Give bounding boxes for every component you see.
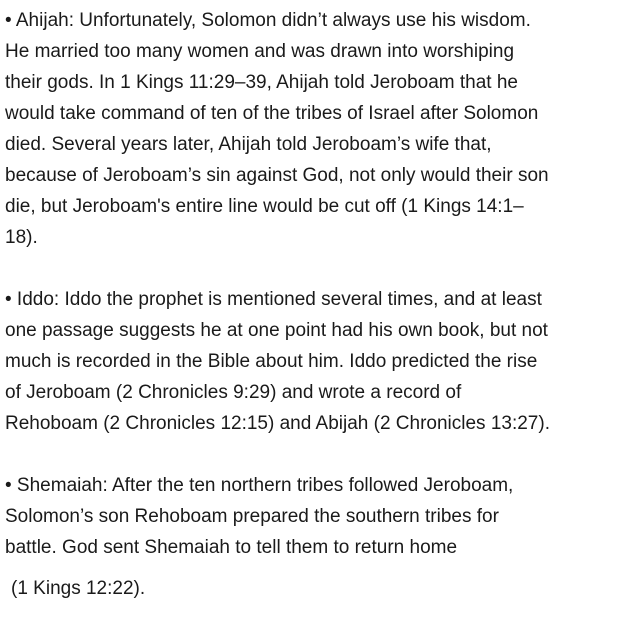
paragraph-spacer bbox=[5, 439, 629, 470]
text-line: died. Several years later, Ahijah told Jeroboam’s wife that, bbox=[5, 134, 492, 155]
citation: (1 Kings 12:22). bbox=[11, 578, 146, 599]
text-line: • Ahijah: Unfortunately, Solomon didn’t always use his wisdom. bbox=[5, 10, 531, 31]
paragraph-shemaiah bbox=[5, 470, 629, 563]
paragraph-spacer bbox=[5, 563, 629, 573]
paragraph-ahijah bbox=[5, 5, 629, 253]
text-line: Solomon’s son Rehoboam prepared the southern tribes for bbox=[5, 506, 499, 527]
text-line: • Iddo: Iddo the prophet is mentioned several times, and at least bbox=[5, 289, 542, 310]
text-line: because of Jeroboam’s sin against God, not only would their son bbox=[5, 165, 549, 186]
text-line: their gods. In 1 Kings 11:29–39, Ahijah told Jeroboam that he bbox=[5, 72, 518, 93]
text-line: of Jeroboam (2 Chronicles 9:29) and wrote a record of bbox=[5, 382, 462, 403]
text-line: would take command of ten of the tribes of Israel after Solomon bbox=[5, 103, 539, 124]
text-line: one passage suggests he at one point had his own book, but not bbox=[5, 320, 548, 341]
text-line: much is recorded in the Bible about him. Iddo predicted the rise bbox=[5, 351, 538, 372]
paragraph-spacer bbox=[5, 253, 629, 284]
text-line: • Shemaiah: After the ten northern tribes followed Jeroboam, bbox=[5, 475, 514, 496]
text-line: Rehoboam (2 Chronicles 12:15) and Abijah (2 Chronicles 13:27). bbox=[5, 413, 550, 434]
text-line: die, but Jeroboam's entire line would be cut off (1 Kings 14:1– bbox=[5, 196, 524, 217]
text-line: He married too many women and was drawn into worshiping bbox=[5, 41, 515, 62]
paragraph-iddo bbox=[5, 284, 629, 439]
text-line: battle. God sent Shemaiah to tell them to return home bbox=[5, 537, 458, 558]
document-body bbox=[5, 5, 629, 604]
text-line: 18). bbox=[5, 227, 38, 248]
